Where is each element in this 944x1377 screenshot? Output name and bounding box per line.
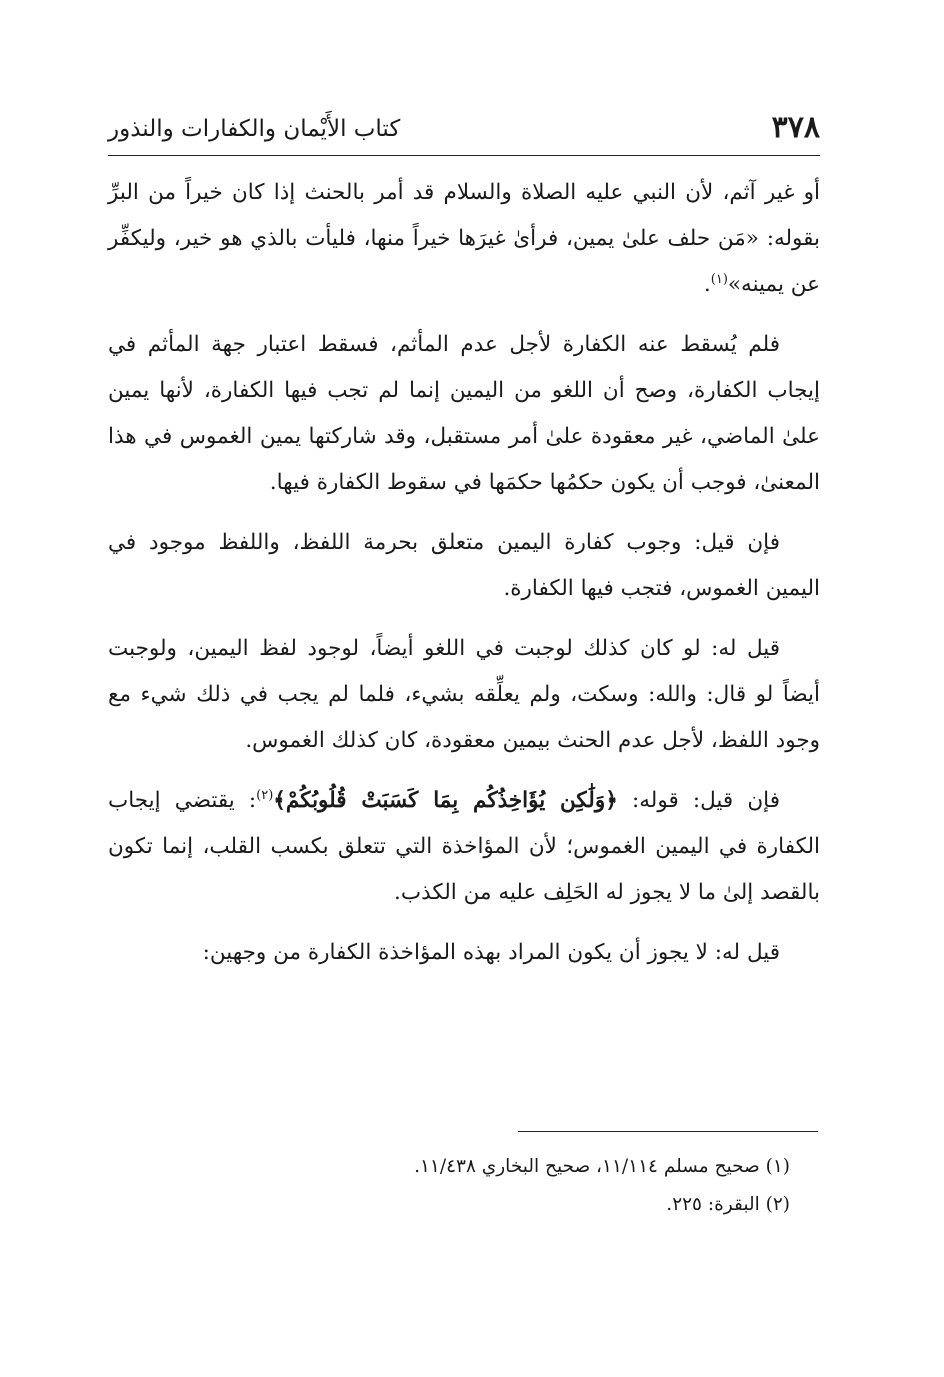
footnote-ref-2: (٢) — [256, 787, 274, 803]
paragraph-6: قيل له: لا يجوز أن يكون المراد بهذه المؤاخذة الكفارة من وجهين: — [202, 940, 780, 965]
page-header — [108, 104, 820, 154]
footnote-divider — [518, 1131, 818, 1132]
running-title: كتاب الأَيْمان والكفارات والنذور — [108, 116, 401, 142]
main-text — [108, 170, 820, 990]
paragraph-text-end: . — [703, 272, 711, 297]
page-number: ٣٧٨ — [771, 110, 820, 145]
footnote-1: (١) صحيح مسلم ١١/١١٤، صحيح البخاري ١١/٤٣٨. — [414, 1156, 790, 1177]
paragraph-text: أو غير آثم، لأن النبي عليه الصلاة والسلام قد أمر بالحنث إذا كان خيراً من البرِّ بقوله: «مَن حلف علىٰ يمين، فرأىٰ غيرَها خيراً منها، فليأت بالذي هو خير، وليكفِّر عن يمينه» — [108, 180, 820, 297]
quran-verse: ﴿وَلَٰكِن يُؤَاخِذُكُم بِمَا كَسَبَتْ قُلُوبُكُمْ﴾ — [273, 788, 618, 813]
paragraph-4: قيل له: لو كان كذلك لوجبت في اللغو أيضاً، لوجود لفظ اليمين، ولوجبت أيضاً لو قال: والله: وسكت، ولم يعلِّقه بشيء، فلما لم يجب في ذلك شيء مع وجود اللفظ، لأجل عدم الحنث بيمين معقودة، كان كذلك الغموس. — [108, 636, 820, 753]
header-divider — [108, 155, 820, 156]
paragraph-1 — [108, 170, 820, 308]
footnotes — [108, 1148, 790, 1224]
paragraph-2: فلم يُسقط عنه الكفارة لأجل عدم المأثم، فسقط اعتبار جهة المأثم في إيجاب الكفارة، وصح أن اللغو من اليمين إنما لم تجب فيها الكفارة، لأنها يمين علىٰ الماضي، غير معقودة علىٰ أمر مستقبل، وقد شاركتها يمين الغموس في هذا المعنىٰ، فوجب أن يكون حكمُها حكمَها في سقوط الكفارة فيها. — [108, 332, 820, 495]
footnote-ref-1: (١) — [710, 271, 728, 287]
paragraph-3: فإن قيل: وجوب كفارة اليمين متعلق بحرمة اللفظ، واللفظ موجود في اليمين الغموس، فتجب فيها الكفارة. — [108, 530, 820, 601]
footnote-2: (٢) البقرة: ٢٢٥. — [666, 1194, 790, 1215]
paragraph-text: فإن قيل: قوله: — [617, 788, 780, 813]
paragraph-text-end: : يقتضي إيجاب الكفارة في اليمين الغموس؛ لأن المؤاخذة التي تتعلق بكسب القلب، إنما تكون بالقصد إلىٰ ما لا يجوز له الحَلِف عليه من الكذب. — [108, 788, 820, 905]
paragraph-5 — [108, 778, 820, 916]
